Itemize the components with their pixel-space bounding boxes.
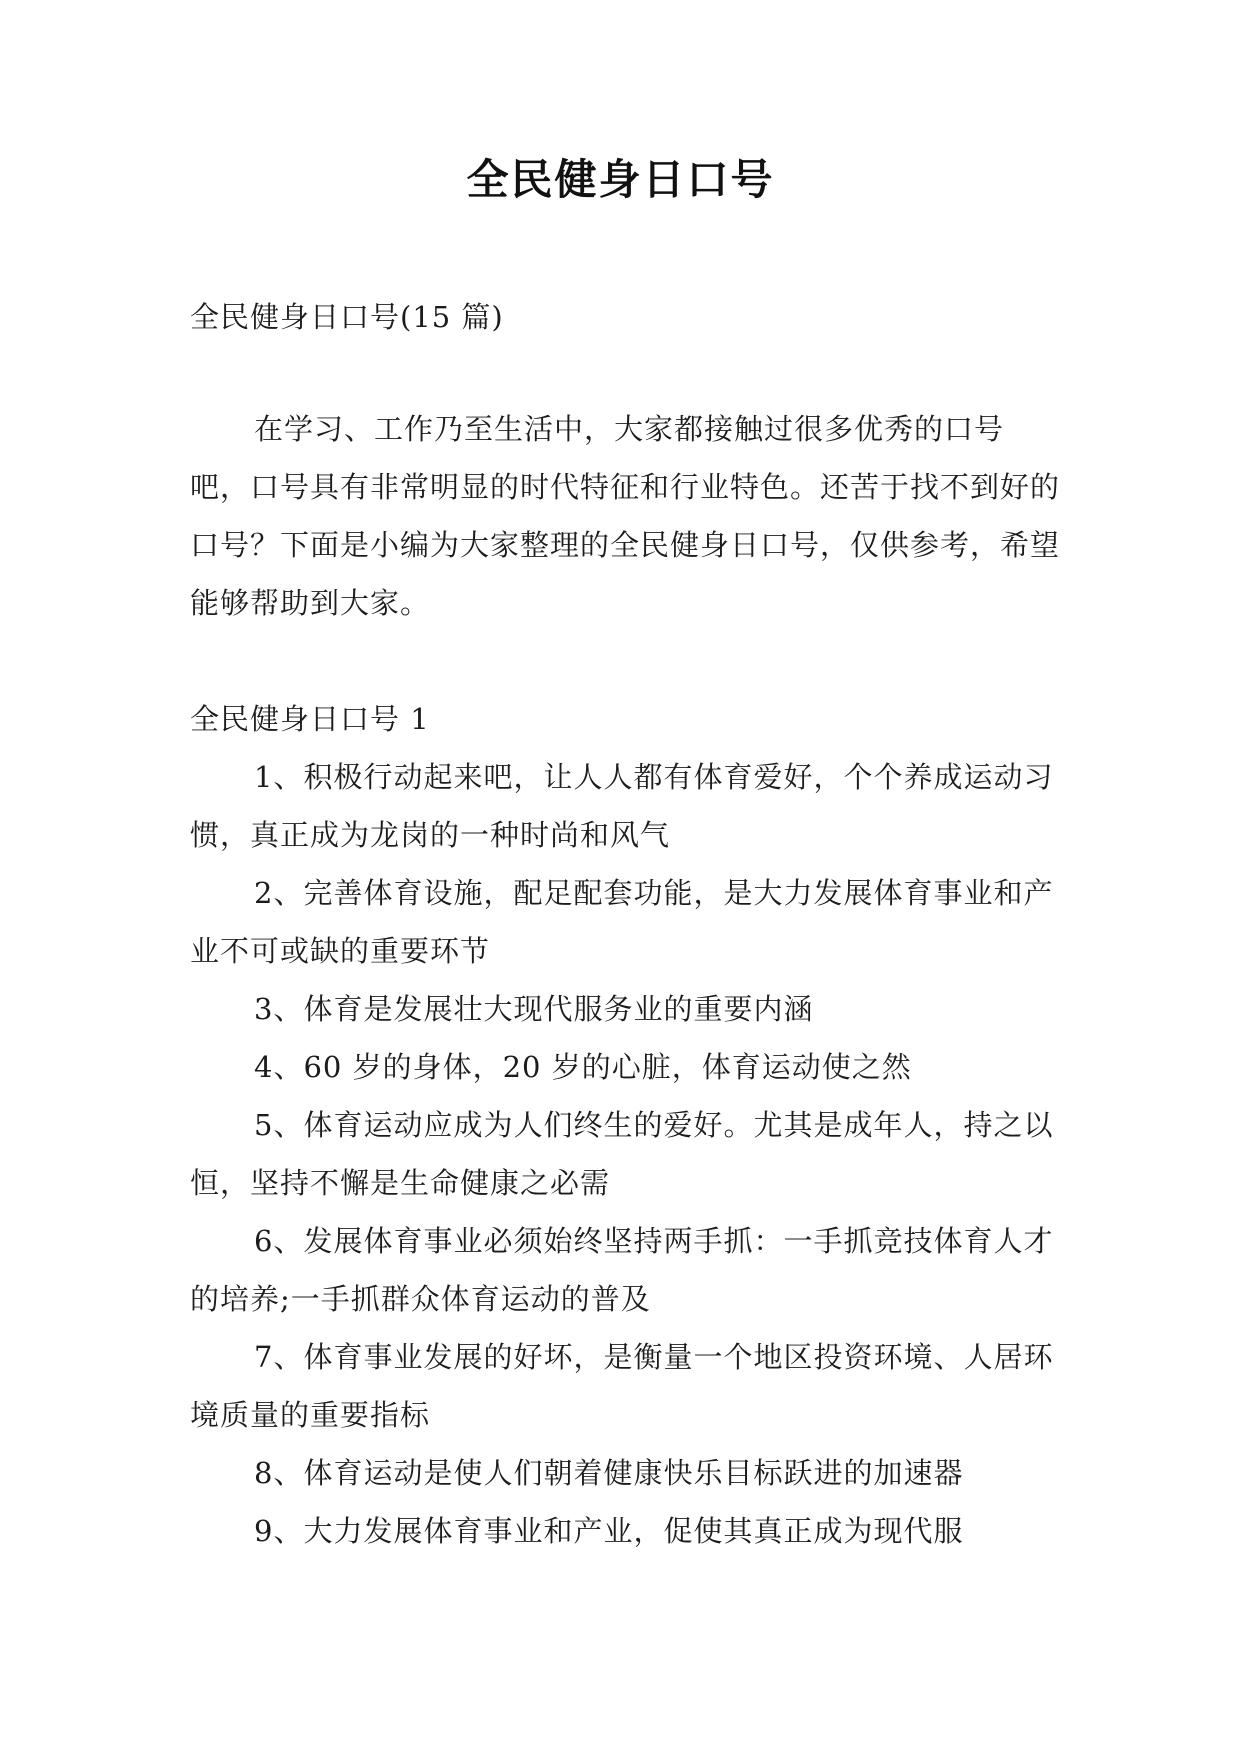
slogan-item-9: 9、大力发展体育事业和产业，促使其真正成为现代服 bbox=[254, 1514, 964, 1548]
slogan-item-3: 3、体育是发展壮大现代服务业的重要内涵 bbox=[254, 992, 814, 1026]
intro-paragraph bbox=[190, 400, 1060, 632]
slogan-item-6: 6、发展体育事业必须始终坚持两手抓：一手抓竞技体育人才的培养;一手抓群众体育运动的普及 bbox=[190, 1224, 1054, 1316]
slogan-item-8: 8、体育运动是使人们朝着健康快乐目标跃进的加速器 bbox=[254, 1456, 964, 1490]
section-heading: 全民健身日口号 1 bbox=[190, 702, 430, 736]
slogan-item-1: 1、积极行动起来吧，让人人都有体育爱好，个个养成运动习惯，真正成为龙岗的一种时尚和风气 bbox=[190, 760, 1054, 852]
document-subtitle bbox=[190, 288, 1060, 346]
slogan-section bbox=[190, 690, 1060, 1560]
slogan-item-4: 4、60 岁的身体，20 岁的心脏，体育运动使之然 bbox=[254, 1050, 912, 1084]
slogan-item-2: 2、完善体育设施，配足配套功能，是大力发展体育事业和产业不可或缺的重要环节 bbox=[190, 876, 1054, 968]
page-title: 全民健身日口号 bbox=[466, 155, 775, 204]
subtitle-text: 全民健身日口号(15 篇) bbox=[190, 300, 504, 334]
slogan-item-7: 7、体育事业发展的好坏，是衡量一个地区投资环境、人居环境质量的重要指标 bbox=[190, 1340, 1054, 1432]
slogan-item-5: 5、体育运动应成为人们终生的爱好。尤其是成年人，持之以恒，坚持不懈是生命健康之必需 bbox=[190, 1108, 1054, 1200]
intro-text: 在学习、工作乃至生活中，大家都接触过很多优秀的口号吧，口号具有非常明显的时代特征和行业特色。还苦于找不到好的口号？下面是小编为大家整理的全民健身日口号，仅供参考，希望能够帮助到大家。 bbox=[190, 412, 1061, 620]
